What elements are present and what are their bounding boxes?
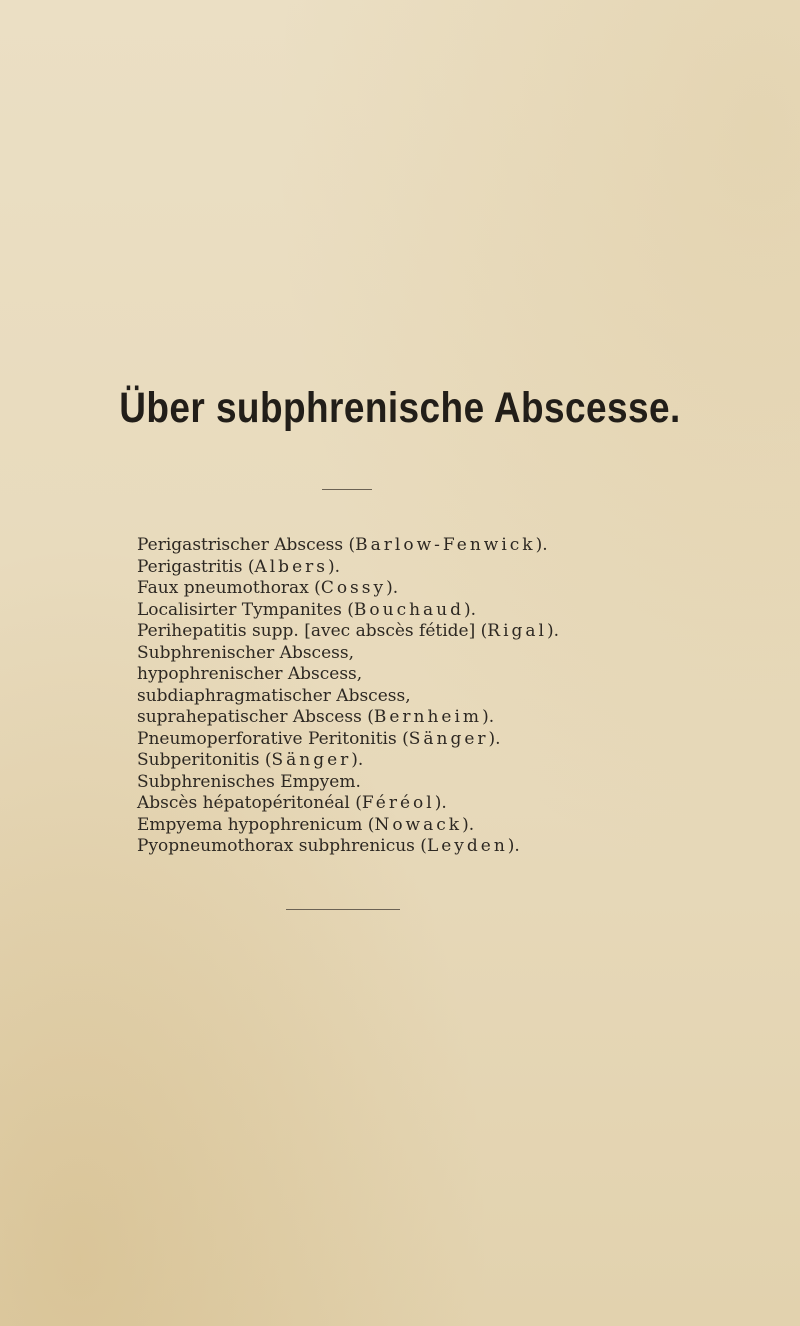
list-item: Perigastrischer Abscess (Barlow-Fenwick).: [137, 535, 548, 555]
author-name: Nowack: [374, 814, 463, 835]
list-item: suprahepatischer Abscess (Bernheim).: [137, 707, 495, 727]
author-name: Sänger: [271, 750, 352, 770]
author-name: Cossy: [320, 578, 387, 598]
list-item: hypophrenischer Abscess,: [137, 664, 363, 684]
page-title: Über subphrenische Abscesse.: [119, 384, 681, 432]
author-name: Albers: [254, 556, 328, 577]
author-name: Bouchaud: [353, 599, 465, 620]
list-item: Localisirter Tympanites (Bouchaud).: [137, 599, 477, 620]
list-item: Abscès hépatopéritonéal (Féréol).: [137, 793, 447, 813]
author-name: Barlow-Fenwick: [355, 535, 536, 555]
list-item: Perigastritis (Albers).: [137, 556, 341, 577]
author-name: Sänger: [408, 728, 489, 749]
synonym-list: [137, 535, 697, 858]
list-item: Perihepatitis supp. [avec abscès fétide] (Rigal).: [137, 621, 560, 641]
list-item: Subphrenischer Abscess,: [137, 642, 354, 663]
list-item: Empyema hypophrenicum (Nowack).: [137, 814, 475, 835]
title-divider: [322, 489, 372, 490]
author-name: Bernheim: [373, 707, 483, 727]
list-item: Subphrenisches Empyem.: [137, 771, 361, 792]
author-name: Féréol: [361, 793, 435, 813]
list-item: Subperitonitis (Sänger).: [137, 750, 364, 770]
author-name: Leyden: [426, 836, 508, 856]
list-item: Pyopneumothorax subphrenicus (Leyden).: [137, 836, 520, 856]
list-item: Pneumoperforative Peritonitis (Sänger).: [137, 728, 501, 749]
end-divider: [286, 909, 400, 910]
list-item: subdiaphragmatischer Abscess,: [137, 685, 411, 706]
list-item: Faux pneumothorax (Cossy).: [137, 578, 399, 598]
author-name: Rigal: [487, 621, 547, 641]
